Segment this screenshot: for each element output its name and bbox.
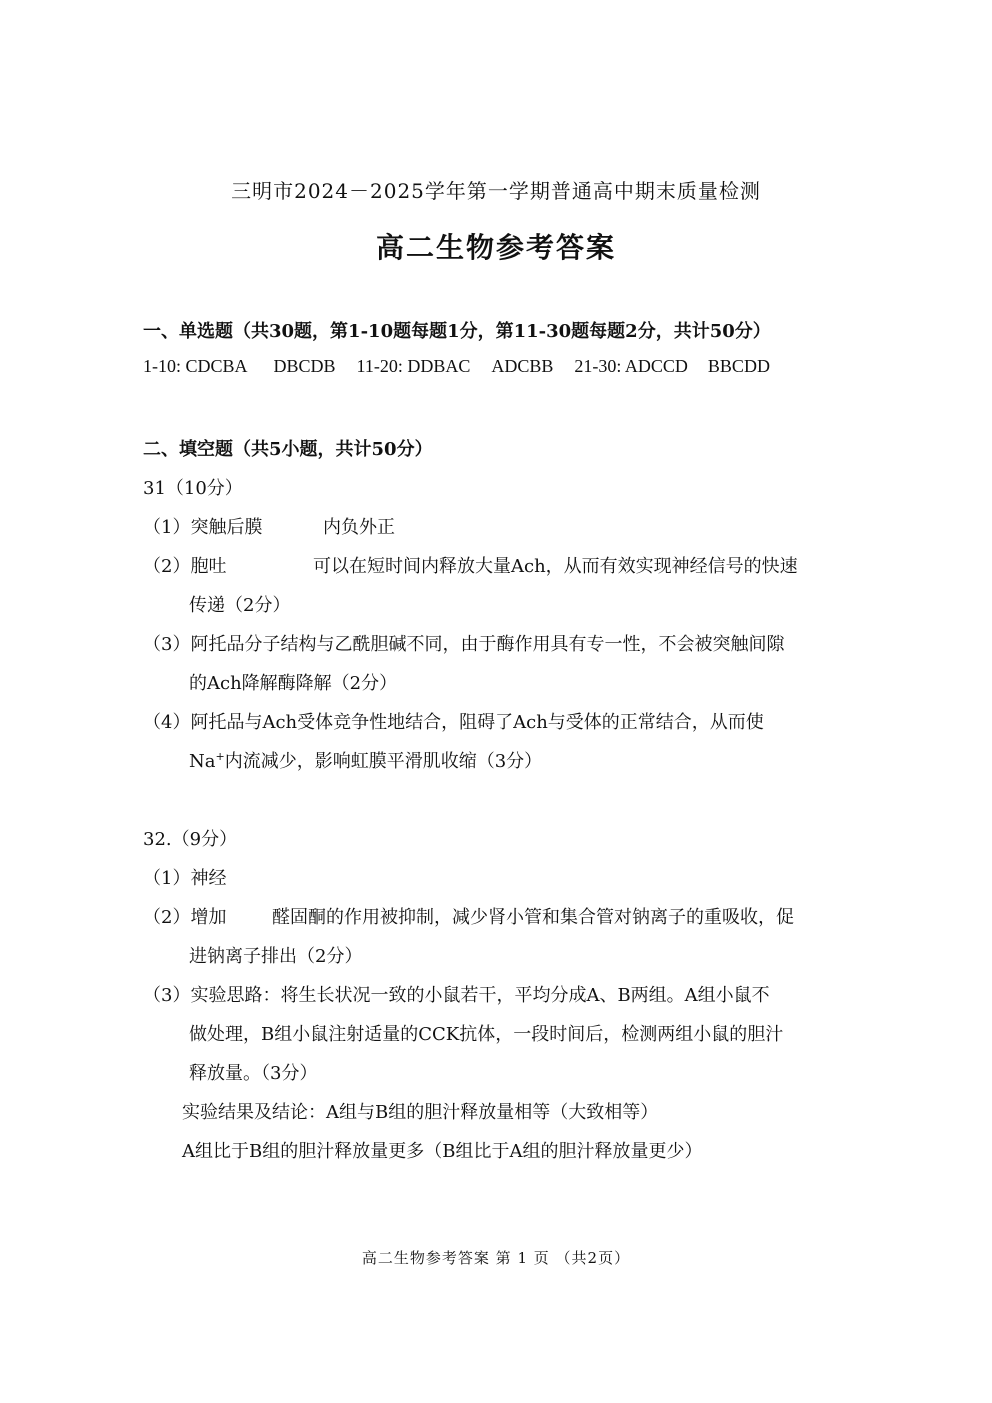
q31-part1-b: 内负外正 [323, 517, 395, 538]
charge-superscript: + [215, 750, 225, 763]
answer-group: BBCDD [707, 356, 770, 376]
q31-part2-c: 传递（2分） [189, 595, 291, 616]
answer-text: 神经 [190, 868, 227, 889]
q31-title: 31（10分） [143, 478, 243, 499]
page-footer: 高二生物参考答案 第 1 页 （共2页） [361, 1249, 631, 1267]
part-number: （3） [143, 634, 191, 655]
q32-part3 [143, 981, 770, 1007]
part-number: （1） [143, 868, 191, 889]
answer-row [143, 356, 770, 377]
q32-conclusion: A组比于B组的胆汁释放量更多（B组比于A组的胆汁释放量更少） [182, 1141, 703, 1162]
q32-part3-b: 做处理，B组小鼠注射适量的CCK抗体，一段时间后，检测两组小鼠的胆汁 [189, 1024, 784, 1045]
answer-text: 阿托品分子结构与乙酰胆碱不同，由于酶作用具有专一性，不会被突触间隙 [190, 634, 785, 655]
q31-part4-b [189, 747, 542, 773]
q31-part3-b: 的Ach降解酶降解（2分） [189, 673, 398, 694]
q31-part4 [143, 708, 764, 734]
answer-range: 21-30: [574, 356, 622, 376]
answer-text: 增加 [190, 907, 227, 928]
answer-group: ADCBB [491, 356, 554, 376]
answer-text: 实验思路：将生长状况一致的小鼠若干，平均分成A、B两组。A组小鼠不 [190, 985, 770, 1006]
answer-text: 胞吐 [190, 556, 227, 577]
q32-part1 [143, 864, 226, 890]
part-number: （1） [143, 517, 191, 538]
exam-title: 三明市2024－2025学年第一学期普通高中期末质量检测 [231, 179, 761, 203]
answer-text: 突触后膜 [190, 517, 263, 538]
part-number: （2） [143, 556, 191, 577]
answer-group: CDCBA [185, 356, 248, 376]
part-number: （4） [143, 712, 191, 733]
answer-group: DBCDB [273, 356, 336, 376]
q31-part2-b: 可以在短时间内释放大量Ach，从而有效实现神经信号的快速 [313, 556, 798, 577]
part-number: （2） [143, 907, 191, 928]
q31-part3 [143, 630, 784, 656]
page-title: 高二生物参考答案 [375, 231, 616, 264]
q31-part2 [143, 552, 226, 578]
q32-part2-c: 进钠离子排出（2分） [189, 946, 363, 967]
answer-range: 1-10: [143, 356, 181, 376]
q32-result: 实验结果及结论：A组与B组的胆汁释放量相等（大致相等） [182, 1102, 659, 1123]
section2-heading: 二、填空题（共5小题，共计50分） [143, 439, 433, 460]
answer-range: 11-20: [356, 356, 403, 376]
q31-part1 [143, 513, 262, 539]
q32-part2-b: 醛固酮的作用被抑制，减少肾小管和集合管对钠离子的重吸收，促 [272, 907, 794, 928]
sodium-symbol: Na [189, 751, 216, 772]
q32-title: 32.（9分） [143, 829, 238, 850]
q32-part2 [143, 903, 226, 929]
answer-text: 内流减少，影响虹膜平滑肌收缩（3分） [224, 751, 543, 772]
answer-group: DDBAC [407, 356, 471, 376]
part-number: （3） [143, 985, 191, 1006]
q32-part3-c: 释放量。（3分） [189, 1063, 318, 1084]
answer-text: 阿托品与Ach受体竞争性地结合，阻碍了Ach与受体的正常结合，从而使 [190, 712, 764, 733]
answer-group: ADCCD [624, 356, 688, 376]
section1-heading: 一、单选题（共30题，第1-10题每题1分，第11-30题每题2分，共计50分） [143, 321, 771, 342]
